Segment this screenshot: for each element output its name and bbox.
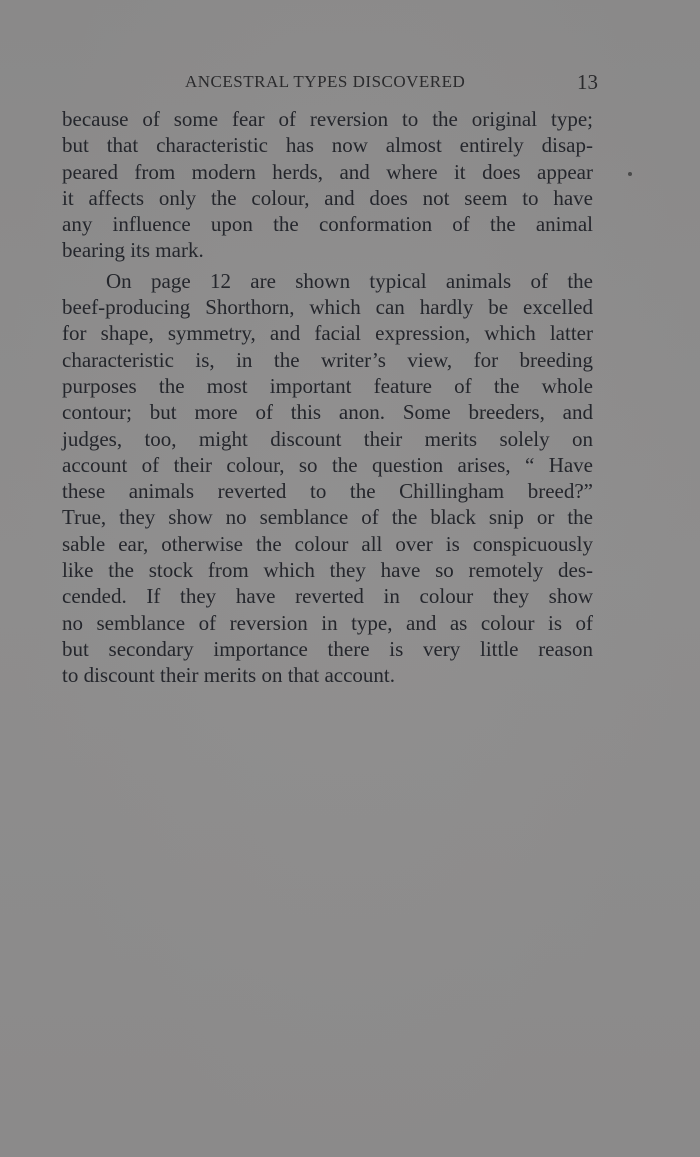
text-line: characteristic is, in the writer’s view, for breeding <box>62 347 593 372</box>
text-line: these animals reverted to the Chillingham breed?” <box>62 479 593 504</box>
text-line: peared from modern herds, and where it does appear <box>62 159 593 184</box>
text-line: bearing its mark. <box>62 238 204 263</box>
text-line: judges, too, might discount their merits solely on <box>62 426 593 451</box>
text-line: True, they show no semblance of the black snip or the <box>62 505 593 530</box>
text-line: for shape, symmetry, and facial expression, which latter <box>62 321 593 346</box>
page-number: 13 <box>577 70 598 94</box>
ink-speck <box>628 172 632 176</box>
text-line: to discount their merits on that account. <box>62 663 396 688</box>
text-line: purposes the most important feature of the whole <box>62 373 593 398</box>
text-line: beef-producing Shorthorn, which can hardly be excelled <box>62 295 593 320</box>
paragraph-2 <box>62 268 593 689</box>
text-line: contour; but more of this anon. Some breeders, and <box>62 400 593 425</box>
text-line: sable ear, otherwise the colour all over is conspicuously <box>62 531 593 556</box>
text-line: but secondary importance there is very little reason <box>62 636 593 661</box>
text-line: it affects only the colour, and does not seem to have <box>62 185 593 210</box>
text-line: no semblance of reversion in type, and as colour is of <box>62 610 593 635</box>
text-line: On page 12 are shown typical animals of the <box>106 268 593 293</box>
text-line: cended. If they have reverted in colour they show <box>62 584 593 609</box>
text-line: like the stock from which they have so remotely des- <box>62 558 593 583</box>
text-line: because of some fear of reversion to the original type; <box>62 107 593 131</box>
running-head <box>60 70 598 98</box>
body-text <box>62 106 593 689</box>
text-line: account of their colour, so the question arises, “ Have <box>62 452 593 477</box>
text-line: any influence upon the conformation of the animal <box>62 212 593 237</box>
text-line: but that characteristic has now almost entirely disap- <box>62 133 593 158</box>
running-title: ANCESTRAL TYPES DISCOVERED <box>185 72 466 91</box>
paragraph-1 <box>62 106 593 264</box>
